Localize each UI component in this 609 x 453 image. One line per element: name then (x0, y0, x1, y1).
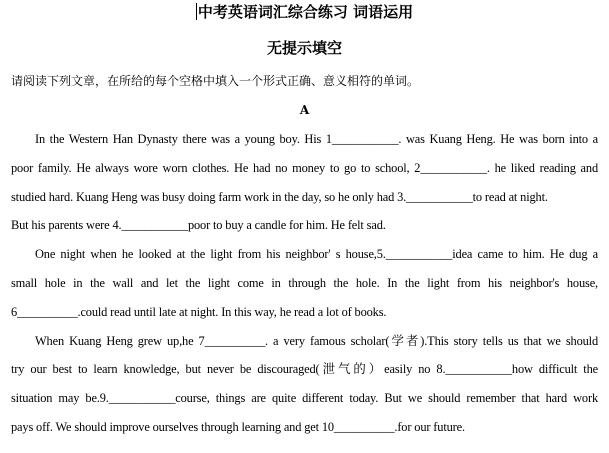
page-subtitle: 无提示填空 (266, 39, 342, 57)
passage-line-5: One night when he looked at the light from his neighbor' s house,5.___________idea came to him. He dug a (35, 247, 598, 261)
passage-line-1: In the Western Han Dynasty there was a young boy. His 1___________. was Kuang Heng. He was born into a (35, 132, 598, 146)
passage-line-7: 6__________.could read until late at night. In this way, he read a lot of books. (11, 305, 387, 319)
passage-line-6: small hole in the wall and let the light come in through the hole. In the light from his neighbor's house, (11, 276, 598, 290)
instruction-text: 请阅读下列文章，在所给的每个空格中填入一个形式正确、意义相符的单词。 (11, 74, 420, 88)
passage-line-4: But his parents were 4.___________poor to buy a candle for him. He felt sad. (11, 218, 386, 232)
passage-line-11: pays off. We should improve ourselves through learning and get 10__________.for our future. (11, 420, 465, 434)
page-title: 中考英语词汇综合练习 词语运用 (197, 3, 414, 21)
text-cursor (196, 3, 197, 20)
page-title-wrapper (0, 3, 609, 21)
passage-line-2: poor family. He always wore worn clothes. He had no money to go to school, 2___________. he liked reading and (11, 161, 598, 175)
passage-line-3: studied hard. Kuang Heng was busy doing farm work in the day, so he only had 3.___________to read at night. (11, 190, 548, 204)
passage-line-8: When Kuang Heng grew up,he 7__________. a very famous scholar(学者).This story tells us that we should (35, 334, 598, 348)
section-label: A (299, 103, 310, 117)
passage-line-9: try our best to learn knowledge, but never be discouraged(泄气的）easily no 8.___________how difficult the (11, 362, 598, 376)
passage-line-10: situation may be.9.___________course, things are quite different today. But we should remember that hard work (11, 391, 598, 405)
